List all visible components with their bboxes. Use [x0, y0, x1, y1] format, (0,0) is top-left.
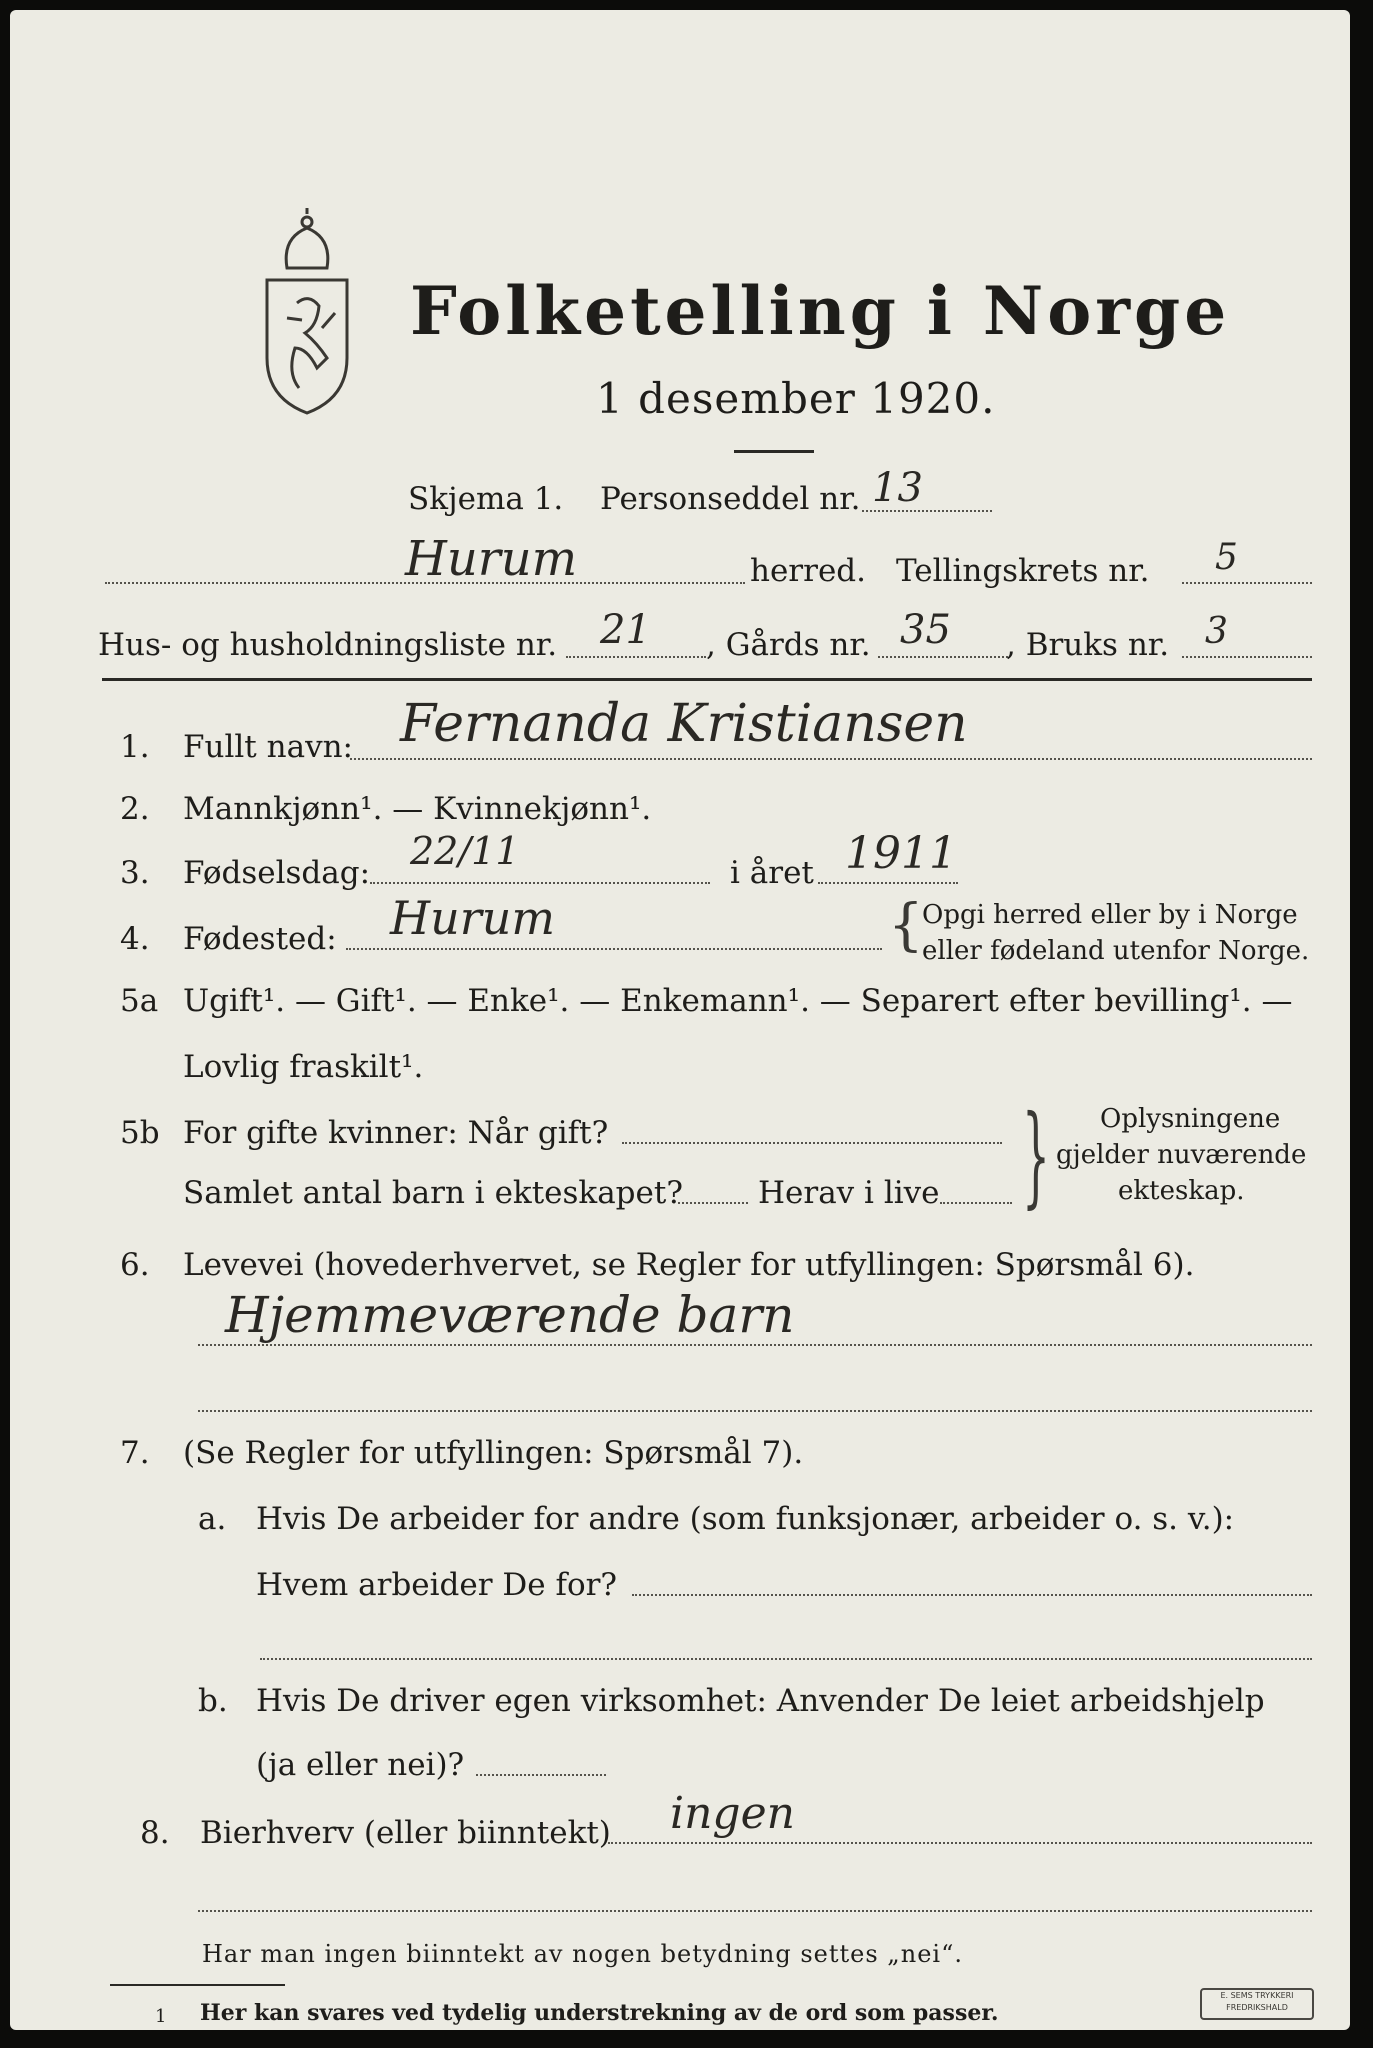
footnote-number: 1 [155, 2006, 167, 2027]
husholdningsliste-label: Hus- og husholdningsliste nr. [98, 627, 558, 663]
occupation-line-2 [198, 1410, 1312, 1412]
q5a-number: 5a [120, 983, 159, 1019]
norwegian-coat-of-arms-icon [247, 208, 367, 418]
q7-number: 7. [120, 1435, 150, 1471]
tellingskrets-line [1182, 582, 1312, 584]
marital-status-options-cont: Lovlig fraskilt¹. [183, 1049, 424, 1085]
occupation-value[interactable]: Hjemmeværende barn [225, 1286, 795, 1344]
birthdate-value[interactable]: 22/11 [410, 829, 520, 873]
q7a-line1: Hvis De arbeider for andre (som funksjonær, arbeider o. s. v.): [256, 1501, 1235, 1537]
q3-label: Fødselsdag: [183, 855, 371, 891]
q7b-line1: Hvis De driver egen virksomhet: Anvender De leiet arbeidshjelp [256, 1683, 1265, 1719]
printer-stamp [1200, 1988, 1314, 2020]
tellingskrets-value[interactable]: 5 [1215, 537, 1238, 578]
husholdningsliste-value[interactable]: 21 [600, 607, 651, 653]
q4-label: Fødested: [183, 921, 337, 957]
birthplace-value[interactable]: Hurum [390, 891, 555, 945]
census-date: 1 desember 1920. [596, 374, 996, 423]
gards-label: , Gårds nr. [706, 627, 871, 663]
form-title: Folketelling i Norge [410, 272, 1231, 350]
q5b-note-brace: } [1022, 1091, 1050, 1219]
census-form-page [10, 10, 1350, 2030]
q4-note-line2: eller fødeland utenfor Norge. [922, 936, 1310, 966]
q2-number: 2. [120, 791, 150, 827]
tellingskrets-label: Tellingskrets nr. [896, 553, 1150, 589]
side-income-label: Bierhverv (eller biinntekt) [200, 1815, 611, 1851]
q5b-note-line2: gjelder nuværende [1056, 1140, 1307, 1170]
bruks-line [1182, 656, 1312, 658]
printer-stamp-text: E. SEMS TRYKKERI FREDRIKSHALD [1220, 1991, 1294, 2012]
occupation-label: Levevei (hovederhvervet, se Regler for utfyllingen: Spørsmål 6). [183, 1247, 1195, 1283]
hired-help-line [476, 1774, 606, 1776]
herred-label: herred. [750, 553, 866, 589]
q5b-note-line3: ekteskap. [1118, 1176, 1245, 1206]
title-divider [734, 450, 814, 453]
q8-number: 8. [140, 1815, 170, 1851]
marital-status-options: Ugift¹. — Gift¹. — Enke¹. — Enkemann¹. — Separert efter bevilling¹. — [183, 983, 1293, 1019]
q3-number: 3. [120, 855, 150, 891]
children-count-line [678, 1202, 748, 1204]
q7b-letter: b. [198, 1683, 228, 1719]
sex-options: Mannkjønn¹. — Kvinnekjønn¹. [183, 791, 652, 827]
q5b-note-line1: Oplysningene [1100, 1104, 1281, 1134]
q1-number: 1. [120, 729, 150, 765]
q1-label: Fullt navn: [183, 729, 353, 765]
personseddel-label: Personseddel nr. [600, 481, 861, 517]
q7-label: (Se Regler for utfyllingen: Spørsmål 7). [183, 1435, 804, 1471]
hired-help-label: (ja eller nei)? [256, 1747, 465, 1783]
side-income-note: Har man ingen biinntekt av nogen betydning settes „nei“. [202, 1940, 963, 1968]
employer-line-2 [260, 1658, 1312, 1660]
side-income-line-2 [198, 1910, 1312, 1912]
gards-line [878, 656, 1008, 658]
husholdningsliste-line [566, 656, 706, 658]
birthdate-line [370, 882, 710, 884]
q4-note-brace: { [888, 893, 924, 958]
gards-value[interactable]: 35 [900, 607, 951, 653]
header-divider [102, 678, 1312, 681]
employer-line [632, 1594, 1312, 1596]
q4-note-line1: Opgi herred eller by i Norge [922, 900, 1298, 930]
bruks-value[interactable]: 3 [1205, 611, 1228, 652]
occupation-line-1 [198, 1344, 1312, 1346]
herred-value[interactable]: Hurum [405, 531, 578, 587]
side-income-line [608, 1842, 1312, 1844]
footnote-text: Her kan svares ved tydelig understrekning av de ord som passer. [200, 2000, 999, 2026]
birthyear-line [818, 882, 958, 884]
married-when-label: For gifte kvinner: Når gift? [183, 1115, 609, 1151]
footnote-divider [110, 1984, 285, 1986]
married-when-line [622, 1142, 1002, 1144]
q6-number: 6. [120, 1247, 150, 1283]
children-alive-label: Herav i live [758, 1175, 940, 1211]
full-name-line [350, 758, 1312, 760]
q7a-letter: a. [198, 1501, 227, 1537]
full-name-value[interactable]: Fernanda Kristiansen [400, 694, 968, 754]
children-alive-line [940, 1202, 1012, 1204]
skjema-label: Skjema 1. [408, 481, 564, 517]
birthyear-label: i året [730, 855, 814, 891]
q4-number: 4. [120, 921, 150, 957]
children-count-label: Samlet antal barn i ekteskapet? [183, 1175, 683, 1211]
birthplace-line [346, 948, 882, 950]
employer-label: Hvem arbeider De for? [256, 1567, 618, 1603]
side-income-value[interactable]: ingen [670, 1788, 795, 1839]
birthyear-value[interactable]: 1911 [845, 828, 957, 879]
bruks-label: , Bruks nr. [1006, 627, 1170, 663]
personseddel-value[interactable]: 13 [872, 465, 923, 511]
q5b-number: 5b [120, 1115, 160, 1151]
